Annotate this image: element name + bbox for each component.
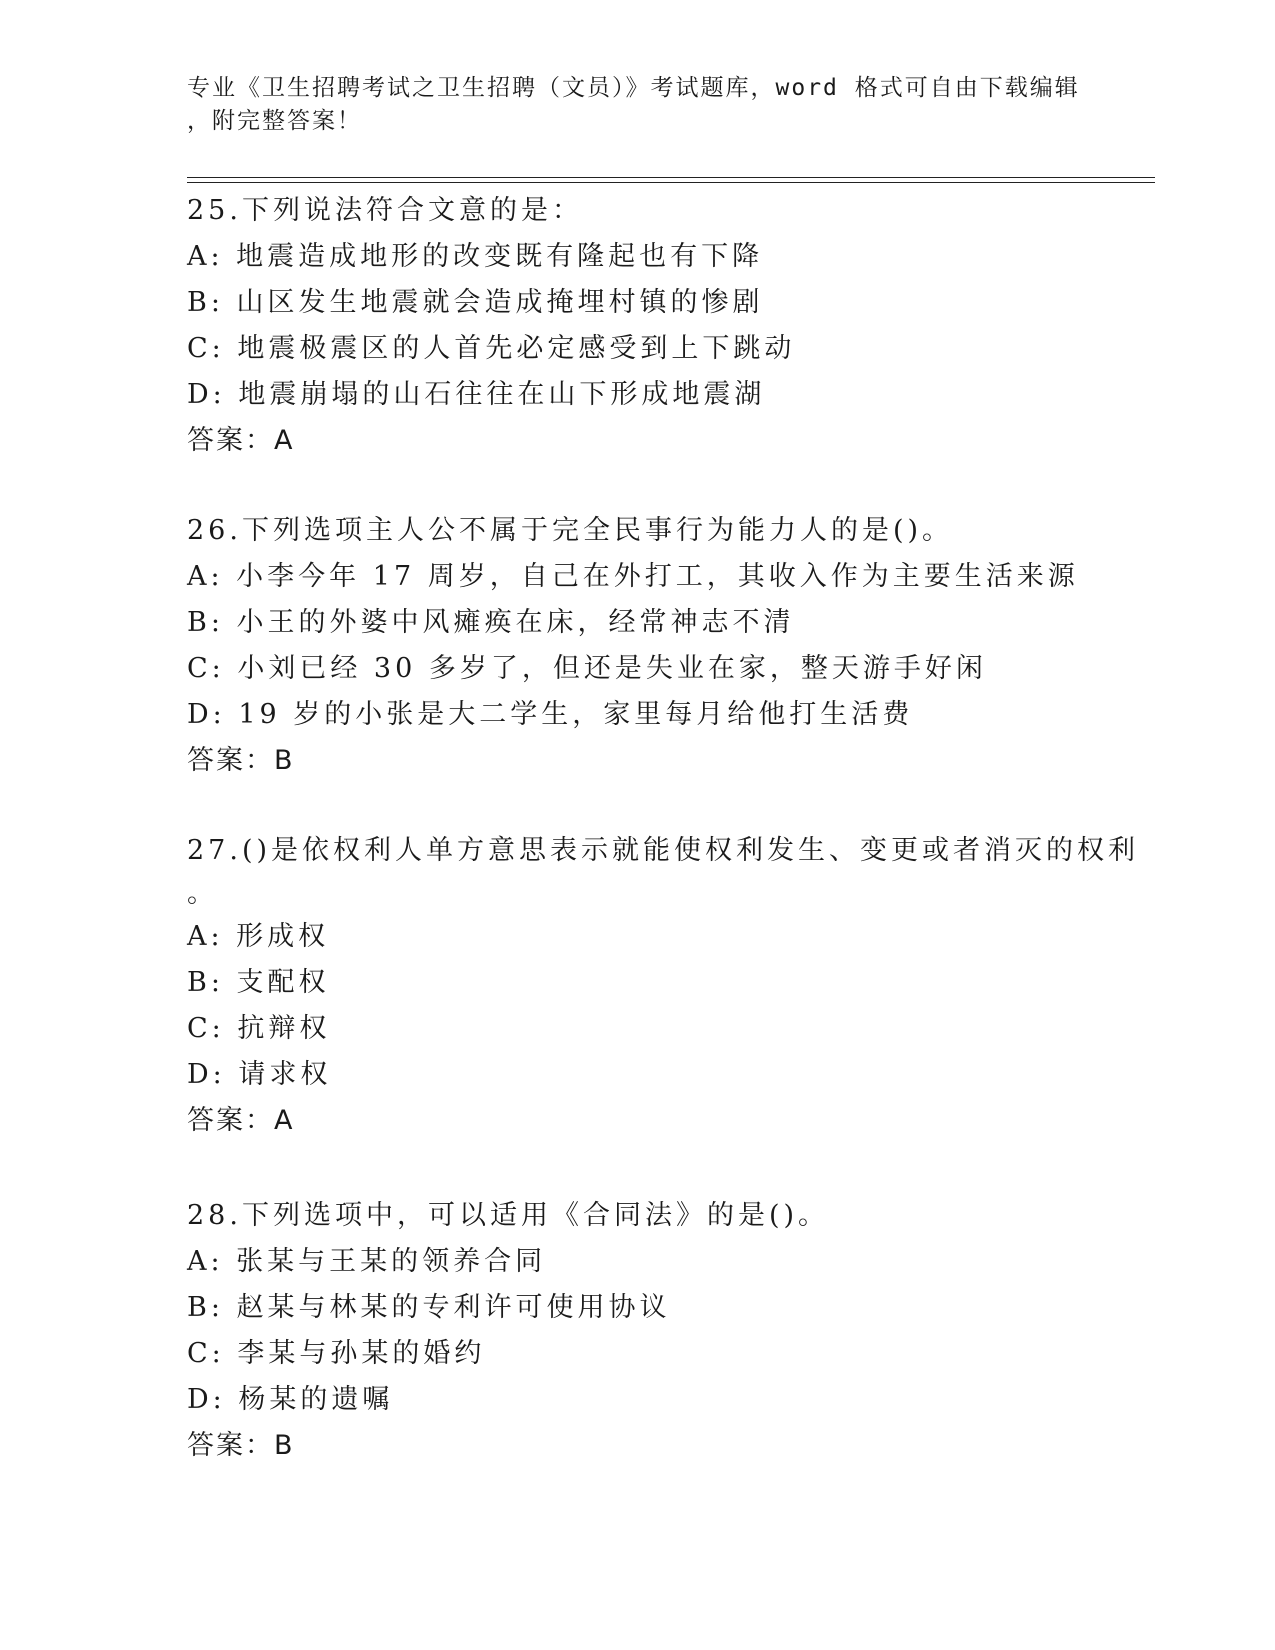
option-c: C: 抗辩权 [187,1013,331,1044]
answer: 答案：B [187,745,295,776]
option-a: A: 地震造成地形的改变既有隆起也有下降 [187,241,764,272]
question-27 [187,828,1147,1144]
option-b: B: 赵某与林某的专利许可使用协议 [187,1292,671,1323]
header-line-1: 专业《卫生招聘考试之卫生招聘（文员）》考试题库，word 格式可自由下载编辑 [187,75,1080,101]
option-a: A: 形成权 [187,921,330,952]
option-b: B: 小王的外婆中风瘫痪在床，经常神志不清 [187,607,795,638]
answer: 答案：B [187,1430,295,1461]
answer: 答案：A [187,425,295,456]
question-stem: 27.()是依权利人单方意思表示就能使权利发生、变更或者消灭的权利 [187,835,1140,866]
question-25 [187,188,1147,464]
question-stem: 25.下列说法符合文意的是： [187,195,583,226]
option-d: D: 地震崩塌的山石往往在山下形成地震湖 [187,379,766,410]
question-stem-continuation: 。 [187,878,218,909]
question-26 [187,508,1147,784]
option-c: C: 地震极震区的人首先必定感受到上下跳动 [187,333,796,364]
answer: 答案：A [187,1105,295,1136]
option-a: A: 小李今年 17 周岁，自己在外打工，其收入作为主要生活来源 [187,561,1079,592]
option-b: B: 支配权 [187,967,330,998]
option-b: B: 山区发生地震就会造成掩埋村镇的惨剧 [187,287,764,318]
option-d: D: 请求权 [187,1059,332,1090]
option-a: A: 张某与王某的领养合同 [187,1246,547,1277]
document-header [187,72,1080,138]
header-divider-bottom [187,182,1155,183]
question-stem: 28.下列选项中，可以适用《合同法》的是()。 [187,1200,830,1231]
option-d: D: 19 岁的小张是大二学生，家里每月给他打生活费 [187,699,914,730]
question-28 [187,1193,1147,1469]
question-stem: 26.下列选项主人公不属于完全民事行为能力人的是()。 [187,515,954,546]
header-divider-top [187,177,1155,178]
header-line-2: ，附完整答案！ [187,108,362,134]
option-c: C: 小刘已经 30 多岁了，但还是失业在家，整天游手好闲 [187,653,987,684]
option-d: D: 杨某的遗嘱 [187,1384,394,1415]
option-c: C: 李某与孙某的婚约 [187,1338,486,1369]
